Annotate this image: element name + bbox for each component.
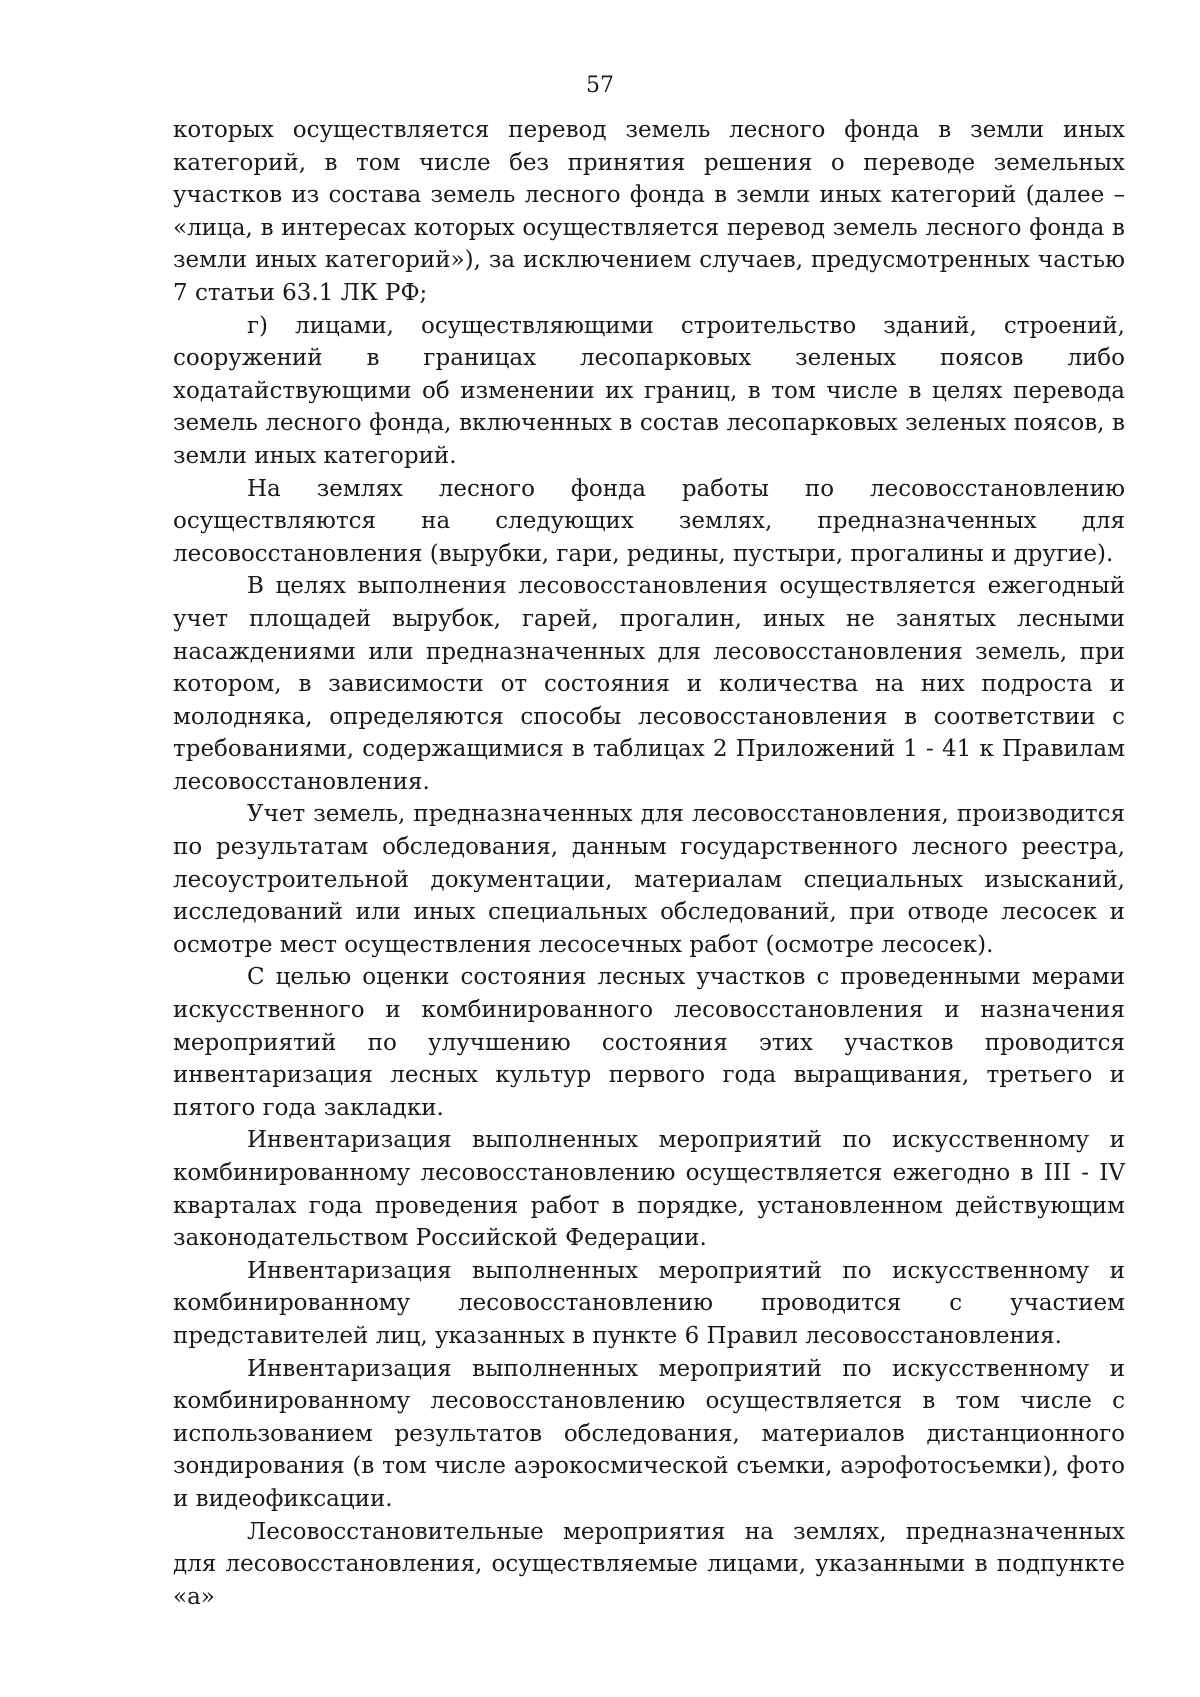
paragraph-reforestation-measures: Лесовосстановительные мероприятия на землях, предназначенных для лесовосстановления, осуществляемые лицами, указанными в подпункте «а» xyxy=(173,1518,1125,1610)
paragraph-inventory-timing: Инвентаризация выполненных мероприятий по искусственному и комбинированному лесовосстановлению осуществляется ежегодно в III - IV кварталах года проведения работ в порядке, установленном действующим законодательством Российской Федерации. xyxy=(173,1127,1125,1252)
paragraph-inventory-purpose: С целью оценки состояния лесных участков с проведенными мерами искусственного и комбинированного лесовосстановления и назначения мероприятий по улучшению состояния этих участков проводится инвентаризация лесных культур первого года выращивания, третьего и пятого года закладки. xyxy=(173,964,1125,1121)
paragraph-land-accounting: Учет земель, предназначенных для лесовосстановления, производится по результатам обследования, данным государственного лесного реестра, лесоустроительной документации, материалам специальных изысканий, исследований или иных специальных обследований, при отводе лесосек и осмотре мест осуществления лесосечных работ (осмотре лесосек). xyxy=(173,801,1125,958)
document-body xyxy=(173,114,1125,1613)
paragraph-continuation: которых осуществляется перевод земель лесного фонда в земли иных категорий, в том числе без принятия решения о переводе земельных участков из состава земель лесного фонда в земли иных категорий (далее – «лица, в интересах которых осуществляется перевод земель лесного фонда в земли иных категорий»), за исключением случаев, предусмотренных частью 7 статьи 63.1 ЛК РФ; xyxy=(173,117,1125,306)
page-number: 57 xyxy=(586,73,614,98)
paragraph-annual-accounting: В целях выполнения лесовосстановления осуществляется ежегодный учет площадей вырубок, гарей, прогалин, иных не занятых лесными насаждениями или предназначенных для лесовосстановления земель, при котором, в зависимости от состояния и количества на них подроста и молодняка, определяются способы лесовосстановления в соответствии с требованиями, содержащимися в таблицах 2 Приложений 1 - 41 к Правилам лесовосстановления. xyxy=(173,573,1125,795)
paragraph-lands-for-reforestation: На землях лесного фонда работы по лесовосстановлению осуществляются на следующих землях, предназначенных для лесовосстановления (вырубки, гари, редины, пустыри, прогалины и другие). xyxy=(173,475,1125,567)
paragraph-inventory-methods: Инвентаризация выполненных мероприятий по искусственному и комбинированному лесовосстановлению осуществляется в том числе с использованием результатов обследования, материалов дистанционного зондирования (в том числе аэрокосмической съемки, аэрофотосъемки), фото и видеофиксации. xyxy=(173,1355,1125,1512)
paragraph-subitem-g: г) лицами, осуществляющими строительство зданий, строений, сооружений в границах лесопарковых зеленых поясов либо ходатайствующими об изменении их границ, в том числе в целях перевода земель лесного фонда, включенных в состав лесопарковых зеленых поясов, в земли иных категорий. xyxy=(173,312,1125,469)
paragraph-inventory-participants: Инвентаризация выполненных мероприятий по искусственному и комбинированному лесовосстановлению проводится с участием представителей лиц, указанных в пункте 6 Правил лесовосстановления. xyxy=(173,1257,1125,1349)
